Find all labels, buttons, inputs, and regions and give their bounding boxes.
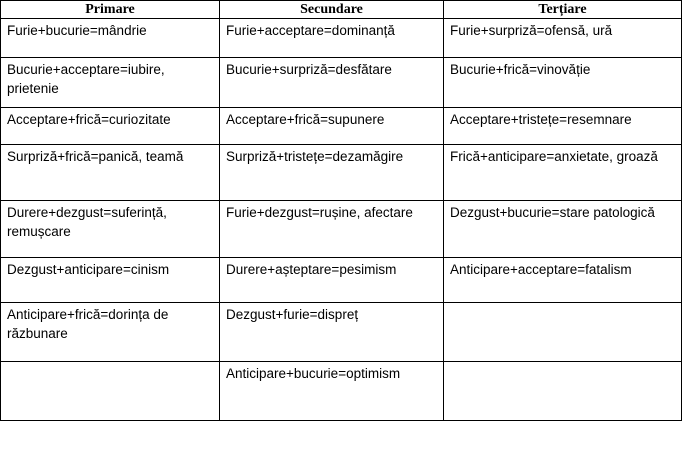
cell-secundare: Furie+dezgust=rușine, afectare — [220, 201, 444, 258]
cell-tertiare: Frică+anticipare=anxietate, groază — [444, 145, 682, 201]
cell-tertiare — [444, 303, 682, 362]
cell-secundare: Anticipare+bucurie=optimism — [220, 362, 444, 421]
cell-primare: Acceptare+frică=curiozitate — [1, 108, 220, 145]
table-row — [1, 108, 682, 145]
cell-primare: Dezgust+anticipare=cinism — [1, 258, 220, 303]
cell-tertiare: Bucurie+frică=vinovăție — [444, 58, 682, 108]
table-row — [1, 303, 682, 362]
cell-tertiare: Dezgust+bucurie=stare patologică — [444, 201, 682, 258]
cell-tertiare: Furie+surpriză=ofensă, ură — [444, 19, 682, 58]
cell-primare: Furie+bucurie=mândrie — [1, 19, 220, 58]
cell-secundare: Surpriză+tristețe=dezamăgire — [220, 145, 444, 201]
table-row — [1, 58, 682, 108]
cell-tertiare — [444, 362, 682, 421]
table-row — [1, 145, 682, 201]
cell-primare: Surpriză+frică=panică, teamă — [1, 145, 220, 201]
cell-secundare: Dezgust+furie=dispreț — [220, 303, 444, 362]
table-row — [1, 201, 682, 258]
table-row — [1, 19, 682, 58]
cell-primare: Durere+dezgust=suferință, remușcare — [1, 201, 220, 258]
cell-tertiare: Acceptare+tristețe=resemnare — [444, 108, 682, 145]
table-row — [1, 362, 682, 421]
cell-secundare: Furie+acceptare=dominanță — [220, 19, 444, 58]
cell-secundare: Acceptare+frică=supunere — [220, 108, 444, 145]
header-primare: Primare — [1, 1, 220, 19]
cell-primare — [1, 362, 220, 421]
cell-primare: Bucurie+acceptare=iubire, prietenie — [1, 58, 220, 108]
cell-primare: Anticipare+frică=dorința de răzbunare — [1, 303, 220, 362]
cell-secundare: Bucurie+surpriză=desfătare — [220, 58, 444, 108]
table-row — [1, 258, 682, 303]
header-tertiare: Terțiare — [444, 1, 682, 19]
header-secundare: Secundare — [220, 1, 444, 19]
cell-secundare: Durere+așteptare=pesimism — [220, 258, 444, 303]
cell-tertiare: Anticipare+acceptare=fatalism — [444, 258, 682, 303]
header-row — [1, 1, 682, 19]
